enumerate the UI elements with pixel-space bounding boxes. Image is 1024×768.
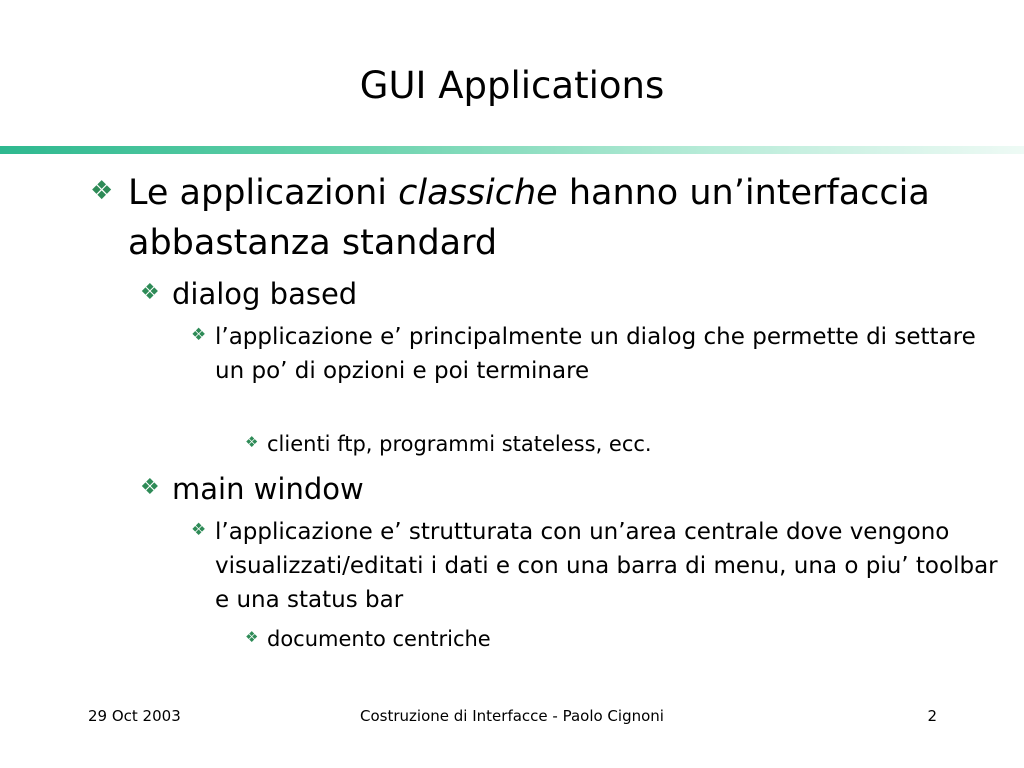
bullet-level2-item [140,275,992,313]
diamond-bullet-icon: ❖ [191,520,207,540]
diamond-bullet-icon: ❖ [245,628,259,646]
bullet-text-emphasis: classiche [398,173,558,213]
footer-title: Costruzione di Interfacce - Paolo Cignoni [360,707,664,725]
bullet-level4-item [245,429,987,459]
bullet-text: clienti ftp, programmi stateless, ecc. [267,432,652,456]
bullet-level2-item [140,470,992,508]
diamond-bullet-icon: ❖ [245,433,259,451]
bullet-text: documento centriche [267,627,491,651]
bullet-level1-item [90,168,998,268]
diamond-bullet-icon: ❖ [140,475,160,500]
page-number: 2 [927,707,937,725]
diamond-bullet-icon: ❖ [140,280,160,305]
bullet-level4-item [245,624,987,654]
bullet-text: l’applicazione e’ principalmente un dialog che permette di settare un po’ di opzioni e poi terminare [215,324,976,384]
bullet-text-part: Le applicazioni [128,173,399,213]
bullet-level3-item [191,515,1005,617]
diamond-bullet-icon: ❖ [90,176,114,206]
bullet-text-part: hanno un’interfaccia abbastanza standard [128,173,930,263]
bullet-text [128,168,998,268]
bullet-text: main window [172,472,364,506]
bullet-text: dialog based [172,277,358,311]
diamond-bullet-icon: ❖ [191,325,207,345]
footer-date: 29 Oct 2003 [88,707,181,725]
bullet-level3-item [191,320,1005,388]
bullet-text: l’applicazione e’ strutturata con un’area centrale dove vengono visualizzati/editati i dati e con una barra di menu, una o piu’ toolbar e una status bar [215,519,998,613]
slide-title: GUI Applications [359,64,665,107]
